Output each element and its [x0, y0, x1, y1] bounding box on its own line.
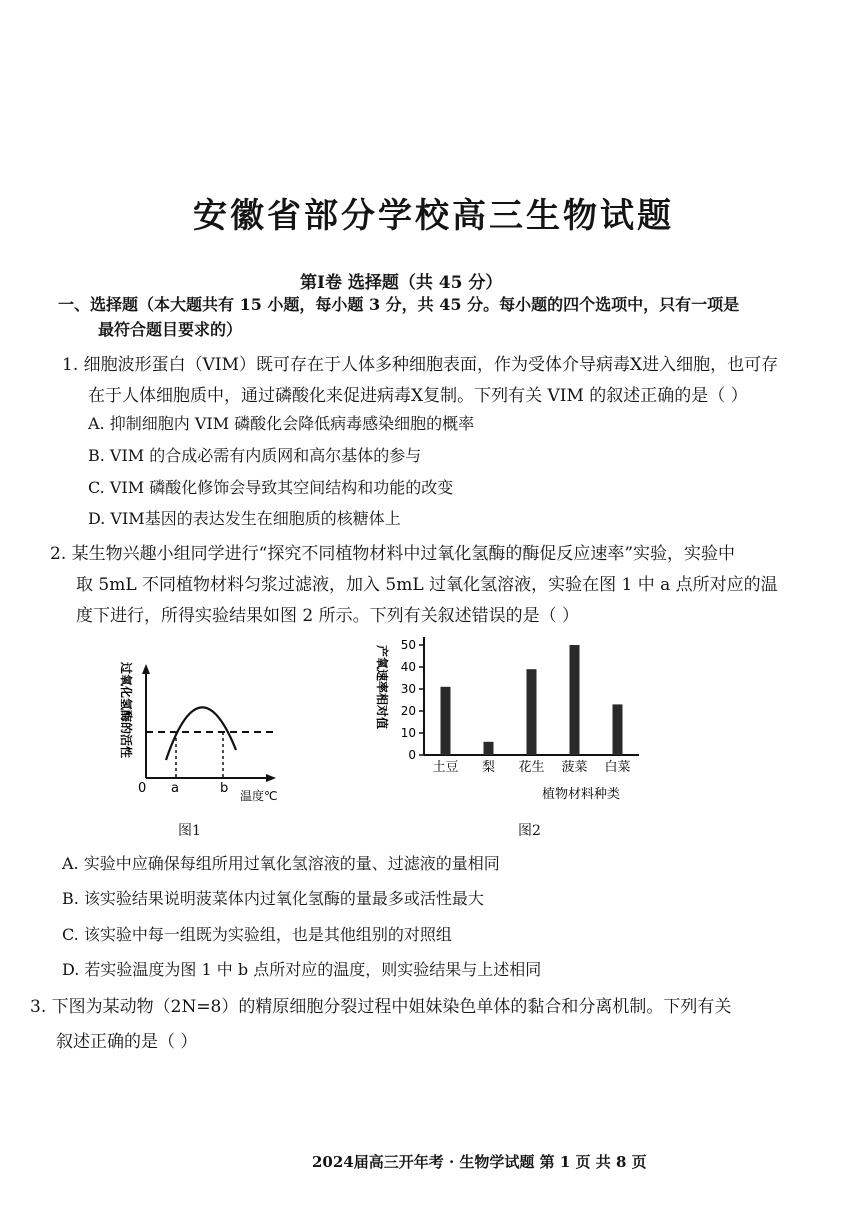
- page-title: 安徽省部分学校高三生物试题: [193, 196, 674, 236]
- part-heading: 第Ⅰ卷 选择题（共 45 分）: [300, 273, 503, 293]
- fig2-bar: [613, 704, 623, 755]
- fig1-ylabel: 过氧化氢酶的活性: [119, 662, 133, 759]
- fig1-point-a: a: [171, 781, 179, 796]
- q2-option-b: B. 该实验结果说明菠菜体内过氧化氢酶的量最多或活性最大: [62, 889, 484, 908]
- fig2-ylabel: 产氧速率相对值: [375, 645, 389, 730]
- fig2-category-label: 土豆: [432, 760, 459, 775]
- fig2-bar: [484, 742, 494, 755]
- fig2-y-tick-label: 10: [400, 726, 416, 740]
- section-line-1: 一、选择题（本大题共有 15 小题，每小题 3 分，共 45 分。每小题的四个选项中，只有一项是: [58, 295, 740, 314]
- fig2-y-tick-label: 20: [400, 704, 416, 718]
- fig2-category-label: 梨: [481, 760, 496, 775]
- fig2-caption: 图2: [518, 823, 541, 839]
- q2-stem-line-3: 度下进行，所得实验结果如图 2 所示。下列有关叙述错误的是（ ）: [76, 606, 580, 626]
- q2-stem-line-2: 取 5mL 不同植物材料匀浆过滤液，加入 5mL 过氧化氢溶液，实验在图 1 中 a 点所对应的温: [76, 575, 778, 595]
- fig1-caption: 图1: [178, 823, 201, 839]
- fig1-point-b: b: [220, 781, 229, 796]
- q2-option-a: A. 实验中应确保每组所用过氧化氢溶液的量、过滤液的量相同: [62, 854, 500, 873]
- figure-1: [100, 650, 290, 815]
- fig1-xlabel: 温度℃: [240, 789, 278, 803]
- q2-option-c: C. 该实验中每一组既为实验组，也是其他组别的对照组: [62, 925, 452, 944]
- page-footer: 2024届高三开年考 · 生物学试题 第 1 页 共 8 页: [312, 1153, 647, 1171]
- q2-option-d: D. 若实验温度为图 1 中 b 点所对应的温度，则实验结果与上述相同: [62, 960, 542, 979]
- fig2-bar: [441, 687, 451, 755]
- section-heading: [58, 292, 739, 342]
- section-line-2: 最符合题目要求的）: [98, 320, 243, 339]
- fig1-x-arrow: [266, 774, 276, 782]
- q1-option-a: A. 抑制细胞内 VIM 磷酸化会降低病毒感染细胞的概率: [88, 414, 475, 433]
- fig2-xlabel: 植物材料种类: [542, 787, 621, 802]
- fig2-category-label: 花生: [518, 760, 545, 775]
- fig2-category-label: 菠菜: [561, 760, 588, 775]
- q1-option-d: D. VIM基因的表达发生在细胞质的核糖体上: [88, 509, 401, 528]
- q1-stem-line-2: 在于人体细胞质中，通过磷酸化来促进病毒X复制。下列有关 VIM 的叙述正确的是（ ）: [88, 386, 748, 406]
- fig2-category-label: 白菜: [604, 760, 631, 775]
- q1-option-b: B. VIM 的合成必需有内质网和高尔基体的参与: [88, 446, 422, 465]
- q1-option-c: C. VIM 磷酸化修饰会导致其空间结构和功能的改变: [88, 478, 454, 497]
- q2-stem-line-1: 2. 某生物兴趣小组同学进行“探究不同植物材料中过氧化氢酶的酶促反应速率”实验，实验中: [50, 544, 736, 564]
- fig1-y-arrow: [142, 664, 150, 674]
- q3-stem-line-2: 叙述正确的是（ ）: [56, 1032, 198, 1052]
- fig2-y-tick-label: 30: [400, 682, 416, 696]
- fig1-origin: 0: [138, 781, 147, 796]
- fig2-y-tick-label: 50: [400, 638, 416, 652]
- fig2-bar: [570, 645, 580, 755]
- fig2-bar: [527, 669, 537, 755]
- q3-stem-line-1: 3. 下图为某动物（2N=8）的精原细胞分裂过程中姐妹染色单体的黏合和分离机制。下列有关: [30, 997, 732, 1017]
- fig2-y-tick-label: 40: [400, 660, 416, 674]
- q1-stem-line-1: 1. 细胞波形蛋白（VIM）既可存在于人体多种细胞表面，作为受体介导病毒X进入细胞，也可存: [62, 355, 779, 375]
- figure-2-chart: [362, 630, 652, 810]
- fig2-y-tick-label: 0: [408, 748, 416, 762]
